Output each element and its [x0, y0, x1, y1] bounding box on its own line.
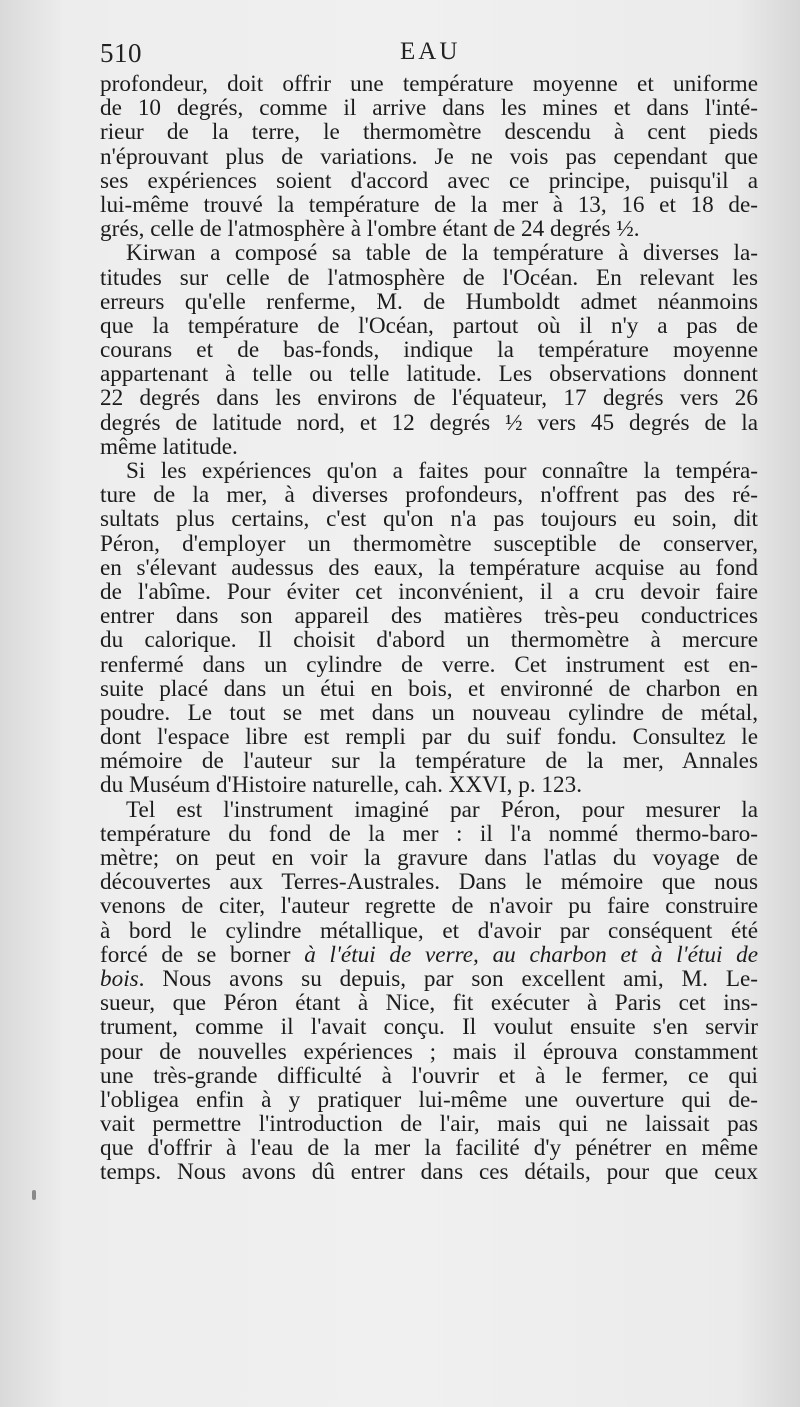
- text-segment: sueur, que Péron étant à Nice, fit exécuter à Paris cet ins-: [100, 990, 758, 1017]
- text-line: [100, 894, 758, 918]
- text-line: [100, 217, 758, 241]
- text-line: [100, 266, 758, 290]
- text-line: [100, 967, 758, 991]
- text-line: [100, 241, 758, 265]
- text-segment: ses expériences soient d'accord avec ce principe, puisqu'il a: [100, 167, 758, 194]
- text-segment: erreurs qu'elle renferme, M. de Humboldt admet néanmoins: [100, 288, 758, 315]
- text-line: [100, 749, 758, 773]
- text-line: [100, 846, 758, 870]
- body-text: [100, 72, 758, 1185]
- text-line: [100, 773, 758, 797]
- text-line: [100, 96, 758, 120]
- text-segment: renfermé dans un cylindre de verre. Cet instrument est en-: [100, 651, 758, 678]
- text-line: [100, 798, 758, 822]
- text-line: [100, 193, 758, 217]
- text-line: [100, 1088, 758, 1112]
- text-segment: que la température de l'Océan, partout où il n'y a pas de: [100, 312, 758, 339]
- text-segment: 22 degrés dans les environs de l'équateur, 17 degrés vers 26: [100, 385, 758, 412]
- text-segment: de 10 degrés, comme il arrive dans les mines et dans l'inté-: [100, 95, 758, 122]
- text-line: [100, 386, 758, 410]
- italic-segment: bois: [100, 965, 139, 992]
- text-segment: venons de citer, l'auteur regrette de n'avoir pu faire construire: [100, 893, 758, 920]
- text-line: [100, 628, 758, 652]
- text-line: [100, 532, 758, 556]
- italic-segment: à l'étui de verre, au charbon et à l'étui de: [304, 941, 758, 968]
- text-segment: Péron, d'employer un thermomètre susceptible de conserver,: [100, 530, 758, 557]
- text-segment: température du fond de la mer : il l'a nommé thermo-baro-: [100, 820, 758, 847]
- text-segment: titudes sur celle de l'atmosphère de l'Océan. En relevant les: [100, 264, 758, 291]
- text-segment: . Nous avons su depuis, par son excellent ami, M. Le-: [138, 965, 758, 992]
- text-line: [100, 1015, 758, 1039]
- text-line: [100, 919, 758, 943]
- text-line: [100, 822, 758, 846]
- text-segment: profondeur, doit offrir une température moyenne et uniforme: [100, 71, 758, 97]
- text-line: [100, 701, 758, 725]
- text-segment: du Muséum d'Histoire naturelle, cah. XXVI, p. 123.: [100, 772, 583, 799]
- text-line: [100, 290, 758, 314]
- text-line: [100, 604, 758, 628]
- page-number: 510: [100, 38, 142, 68]
- text-line: [100, 556, 758, 580]
- text-segment: de l'abîme. Pour éviter cet inconvénient, il a cru devoir faire: [100, 578, 758, 605]
- text-segment: n'éprouvant plus de variations. Je ne vois pas cependant que: [100, 143, 758, 170]
- text-segment: forcé de se borner: [100, 941, 305, 968]
- text-line: [100, 314, 758, 338]
- page-header: [100, 38, 760, 74]
- margin-mark: [32, 1190, 36, 1200]
- text-line: [100, 943, 758, 967]
- text-segment: grés, celle de l'atmosphère à l'ombre étant de 24 degrés ½.: [100, 216, 640, 243]
- text-line: [100, 169, 758, 193]
- text-segment: une très-grande difficulté à l'ouvrir et à le fermer, ce qui: [100, 1062, 758, 1089]
- text-segment: mémoire de l'auteur sur la température de la mer, Annales: [100, 748, 758, 775]
- text-segment: entrer dans son appareil des matières très-peu conductrices: [100, 603, 758, 630]
- text-segment: lui-même trouvé la température de la mer à 13, 16 et 18 de-: [100, 191, 758, 218]
- text-segment: ture de la mer, à diverses profondeurs, n'offrent pas des ré-: [100, 482, 758, 509]
- text-segment: dont l'espace libre est rempli par du suif fondu. Consultez le: [100, 724, 758, 751]
- text-line: [100, 580, 758, 604]
- text-segment: rieur de la terre, le thermomètre descendu à cent pieds: [100, 119, 758, 146]
- text-line: [100, 120, 758, 144]
- text-segment: pour de nouvelles expériences ; mais il éprouva constamment: [100, 1038, 758, 1065]
- text-line: [100, 338, 758, 362]
- text-line: [100, 653, 758, 677]
- text-line: [100, 411, 758, 435]
- text-line: [100, 145, 758, 169]
- text-line: [100, 1040, 758, 1064]
- text-segment: courans et de bas-fonds, indique la température moyenne: [100, 337, 758, 364]
- text-line: [100, 362, 758, 386]
- text-segment: Si les expériences qu'on a faites pour connaître la tempéra-: [126, 458, 758, 484]
- text-segment: suite placé dans un étui en bois, et environné de charbon en: [100, 675, 758, 702]
- text-segment: même latitude.: [100, 433, 238, 460]
- text-line: [100, 870, 758, 894]
- text-segment: Kirwan a composé sa table de la température à diverses la-: [126, 240, 758, 267]
- text-segment: degrés de latitude nord, et 12 degrés ½ vers 45 degrés de la: [100, 409, 758, 436]
- text-line: [100, 1136, 758, 1160]
- text-segment: vait permettre l'introduction de l'air, mais qui ne laissait pas: [100, 1111, 758, 1138]
- text-line: [100, 725, 758, 749]
- running-head: EAU: [400, 38, 461, 65]
- text-line: [100, 72, 758, 96]
- text-segment: Tel est l'instrument imaginé par Péron, pour mesurer la: [126, 796, 758, 823]
- text-line: [100, 507, 758, 531]
- text-segment: sultats plus certains, c'est qu'on n'a pas toujours eu soin, dit: [100, 506, 758, 533]
- text-line: [100, 459, 758, 483]
- text-segment: à bord le cylindre métallique, et d'avoir par conséquent été: [100, 917, 758, 944]
- text-line: [100, 991, 758, 1015]
- text-segment: l'obligea enfin à y pratiquer lui-même une ouverture qui de-: [100, 1086, 758, 1113]
- text-line: [100, 1064, 758, 1088]
- text-segment: appartenant à telle ou telle latitude. Les observations donnent: [100, 361, 758, 388]
- text-segment: mètre; on peut en voir la gravure dans l'atlas du voyage de: [100, 845, 758, 871]
- text-line: [100, 677, 758, 701]
- text-segment: découvertes aux Terres-Australes. Dans le mémoire que nous: [100, 869, 758, 896]
- text-segment: temps. Nous avons dû entrer dans ces détails, pour que ceux: [100, 1159, 758, 1186]
- text-segment: que d'offrir à l'eau de la mer la facilité d'y pénétrer en même: [100, 1135, 758, 1162]
- text-segment: en s'élevant audessus des eaux, la température acquise au fond: [100, 554, 758, 581]
- text-line: [100, 483, 758, 507]
- text-segment: du calorique. Il choisit d'abord un thermomètre à mercure: [100, 627, 758, 654]
- text-line: [100, 1160, 758, 1184]
- text-line: [100, 1112, 758, 1136]
- text-segment: trument, comme il l'avait conçu. Il voulut ensuite s'en servir: [100, 1014, 758, 1041]
- text-segment: poudre. Le tout se met dans un nouveau cylindre de métal,: [100, 699, 758, 726]
- text-line: [100, 435, 758, 459]
